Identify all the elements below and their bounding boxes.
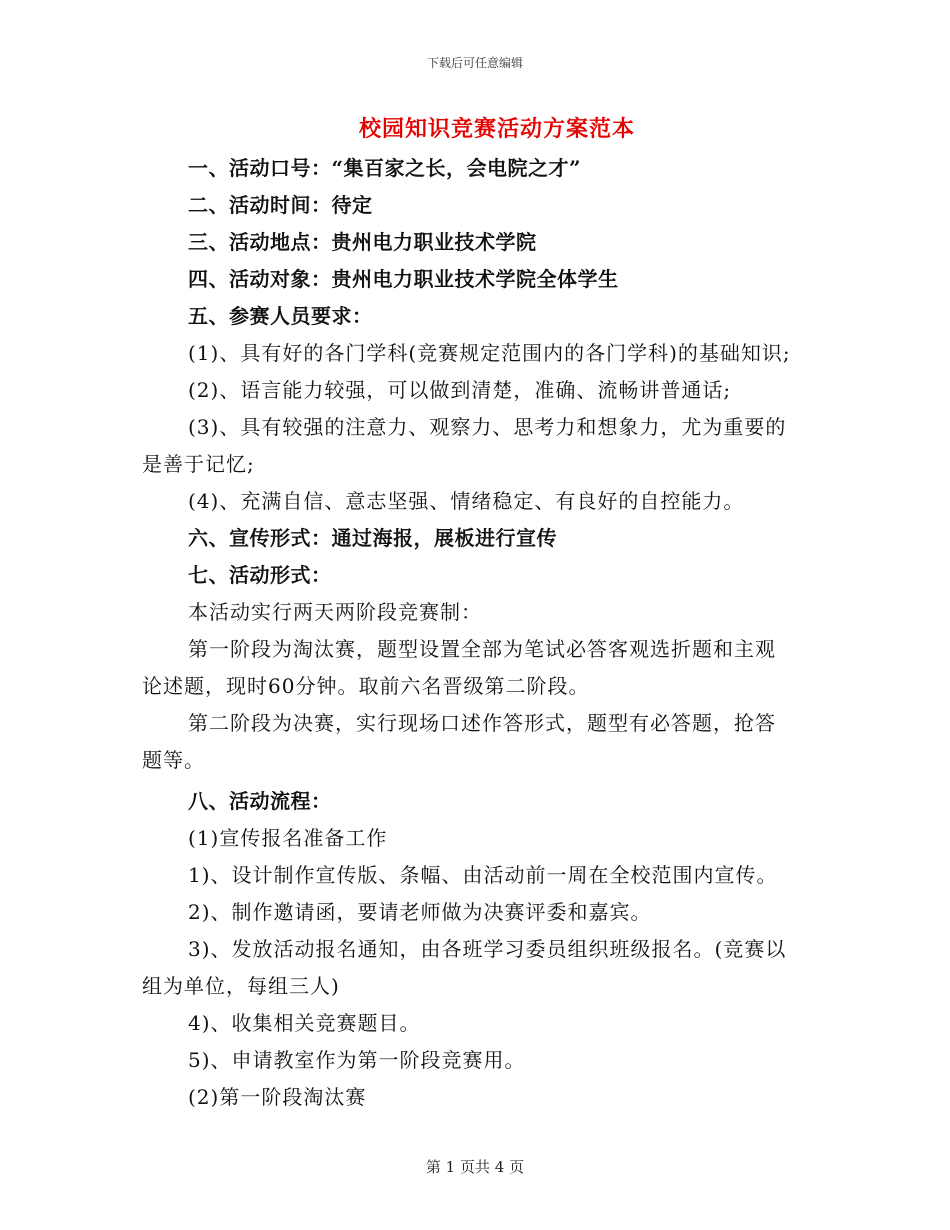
section-audience: 四、活动对象：贵州电力职业技术学院全体学生 <box>188 267 619 291</box>
document-body <box>142 150 810 1116</box>
page-number-footer: 第 1 页共 4 页 <box>425 1158 525 1176</box>
process-item-continued: 组为单位，每组三人) <box>142 974 340 998</box>
paragraph-line-continued: 论述题，现时60分钟。取前六名晋级第二阶段。 <box>142 674 590 698</box>
paragraph-line: 本活动实行两天两阶段竞赛制： <box>188 600 482 624</box>
section-process-heading: 八、活动流程： <box>188 789 332 813</box>
requirement-item: (1)、具有好的各门学科(竞赛规定范围内的各门学科)的基础知识; <box>188 341 791 365</box>
section-requirements-heading: 五、参赛人员要求： <box>188 304 373 328</box>
paragraph-line: 第一阶段为淘汰赛，题型设置全部为笔试必答客观选折题和主观 <box>188 637 776 661</box>
process-item: 3)、发放活动报名通知，由各班学习委员组织班级报名。(竞赛以 <box>188 937 787 961</box>
process-item: 2)、制作邀请函，要请老师做为决赛评委和嘉宾。 <box>188 900 652 924</box>
paragraph-line-continued: 题等。 <box>142 748 205 772</box>
section-format-heading: 七、活动形式： <box>188 563 332 587</box>
process-subheading: (2)第一阶段淘汰赛 <box>188 1085 367 1109</box>
section-slogan: 一、活动口号：“集百家之长，会电院之才” <box>188 156 582 180</box>
paragraph-line: 第二阶段为决赛，实行现场口述作答形式，题型有必答题，抢答 <box>188 711 776 735</box>
process-subheading: (1)宣传报名准备工作 <box>188 826 388 850</box>
header-note: 下载后可任意编辑 <box>426 56 523 70</box>
process-item: 5)、申请教室作为第一阶段竞赛用。 <box>188 1048 526 1072</box>
requirement-item: (2)、语言能力较强，可以做到清楚，准确、流畅讲普通话; <box>188 378 732 402</box>
requirement-item: (3)、具有较强的注意力、观察力、思考力和想象力，尤为重要的 <box>188 415 787 439</box>
section-time: 二、活动时间：待定 <box>188 193 373 217</box>
requirement-item: (4)、充满自信、意志坚强、情绪稳定、有良好的自控能力。 <box>188 489 745 513</box>
process-item: 4)、收集相关竞赛题目。 <box>188 1011 421 1035</box>
section-location: 三、活动地点：贵州电力职业技术学院 <box>188 230 537 254</box>
process-item: 1)、设计制作宣传版、条幅、由活动前一周在全校范围内宣传。 <box>188 863 778 887</box>
requirement-item-continued: 是善于记忆; <box>142 452 255 476</box>
document-title: 校园知识竞赛活动方案范本 <box>358 116 635 142</box>
section-promotion: 六、宣传形式：通过海报，展板进行宣传 <box>188 526 557 550</box>
